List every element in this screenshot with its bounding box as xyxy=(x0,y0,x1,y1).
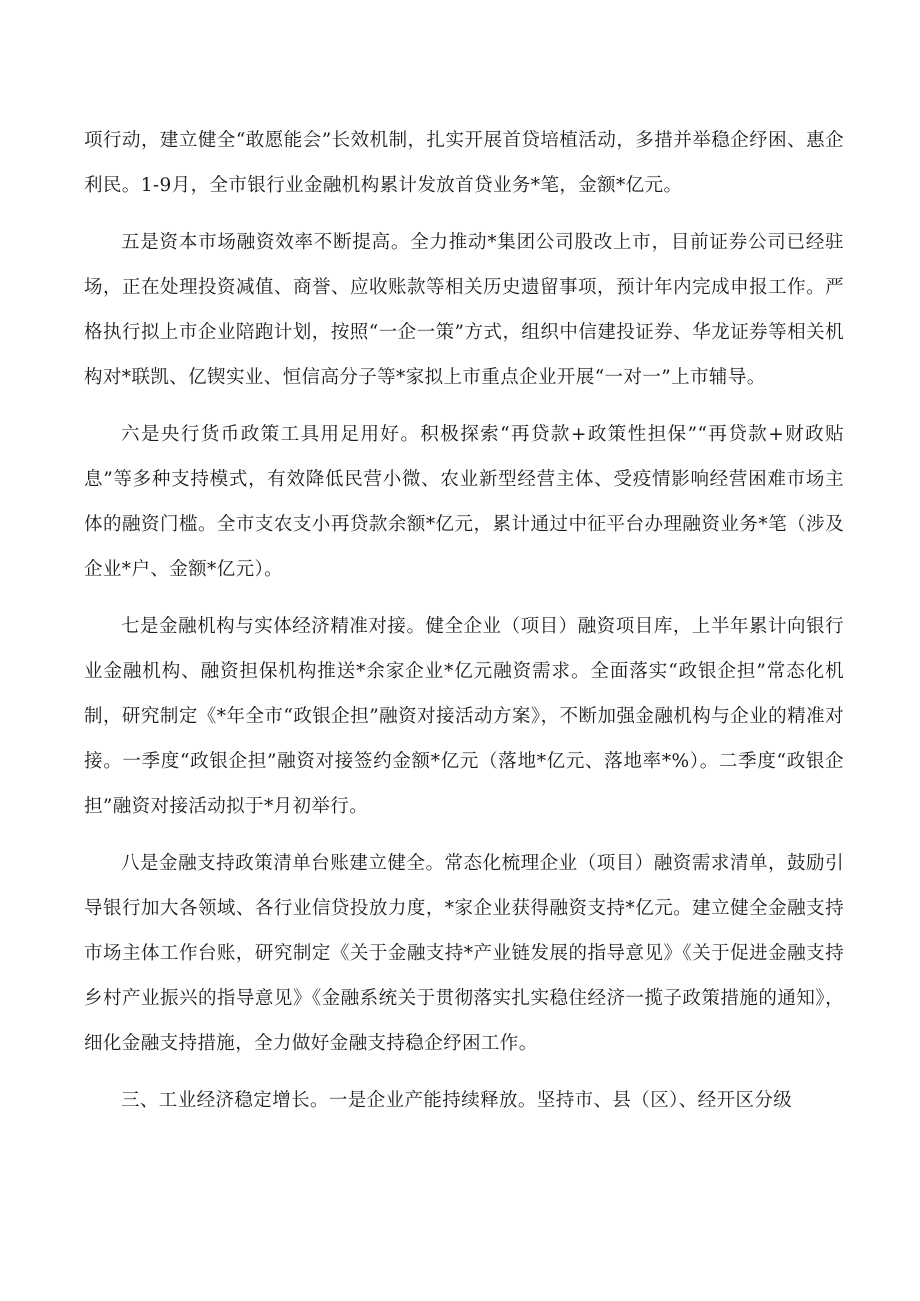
paragraph-continuation: 项行动，建立健全“敢愿能会”长效机制，扎实开展首贷培植活动，多措并举稳企纾困、惠企利民。1-9月，全市银行业金融机构累计发放首贷业务*笔，金额*亿元。 xyxy=(84,130,844,196)
paragraph-industrial-economy: 三、工业经济稳定增长。一是企业产能持续释放。坚持市、县（区）、经开区分级 xyxy=(121,1090,793,1111)
paragraph-monetary-policy: 六是央行货币政策工具用足用好。积极探索“再贷款+政策性担保”“再贷款+财政贴息”等多种支持模式，有效降低民营小微、农业新型经营主体、受疫情影响经营困难市场主体的融资门槛。全市支农支小再贷款余额*亿元，累计通过中征平台办理融资业务*笔（涉及企业*户、金额*亿元）。 xyxy=(84,424,844,580)
paragraph-financial-docking: 七是金融机构与实体经济精准对接。健全企业（项目）融资项目库，上半年累计向银行业金融机构、融资担保机构推送*余家企业*亿元融资需求。全面落实“政银企担”常态化机制，研究制定《*年全市“政银企担”融资对接活动方案》，不断加强金融机构与企业的精准对接。一季度“政银企担”融资对接签约金额*亿元（落地*亿元、落地率*%）。二季度“政银企担”融资对接活动拟于*月初举行。 xyxy=(84,616,844,817)
document-body xyxy=(84,118,844,1135)
paragraph-capital-market: 五是资本市场融资效率不断提高。全力推动*集团公司股改上市，目前证券公司已经驻场，正在处理投资减值、商誉、应收账款等相关历史遗留事项，预计年内完成申报工作。严格执行拟上市企业陪跑计划，按照“一企一策”方式，组织中信建投证券、华龙证券等相关机构对*联凯、亿锲实业、恒信高分子等*家拟上市重点企业开展“一对一”上市辅导。 xyxy=(84,232,844,388)
paragraph-policy-ledger: 八是金融支持政策清单台账建立健全。常态化梳理企业（项目）融资需求清单，鼓励引导银行加大各领域、各行业信贷投放力度，*家企业获得融资支持*亿元。建立健全金融支持市场主体工作台账，研究制定《关于金融支持*产业链发展的指导意见》《关于促进金融支持乡村产业振兴的指导意见》《金融系统关于贯彻落实扎实稳住经济一揽子政策措施的通知》，细化金融支持措施，全力做好金融支持稳企纾困工作。 xyxy=(84,853,844,1054)
